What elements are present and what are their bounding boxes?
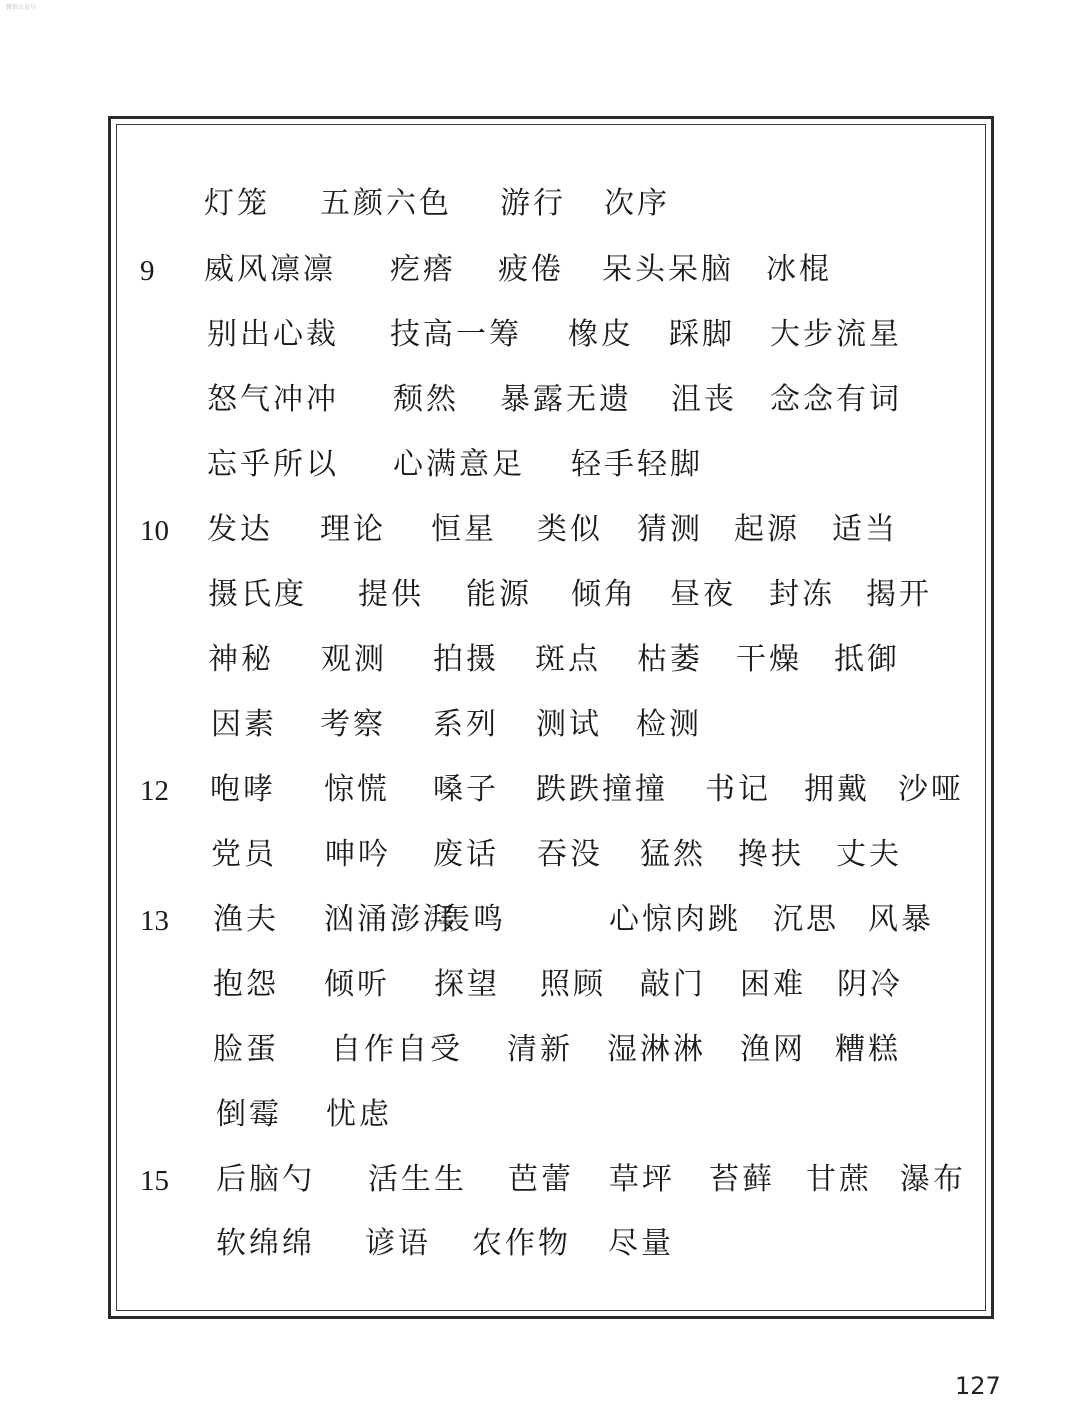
vocabulary-word: 发达 [207,512,273,547]
vocabulary-word: 疙瘩 [390,252,456,287]
vocabulary-word: 瀑布 [900,1162,966,1197]
vocabulary-word: 渔夫 [213,902,279,937]
vocabulary-word: 揭开 [866,577,932,612]
vocabulary-word: 摄氏度 [208,577,307,612]
vocabulary-word: 芭蕾 [508,1162,574,1197]
vocabulary-word: 系列 [433,707,499,742]
vocabulary-word: 怒气冲冲 [207,382,339,417]
vocabulary-word: 踩脚 [669,317,735,352]
vocabulary-word: 念念有词 [770,382,902,417]
vocabulary-word: 糟糕 [835,1032,901,1067]
vocabulary-word: 废话 [433,837,499,872]
vocabulary-word: 清新 [507,1032,573,1067]
vocabulary-word: 倾角 [571,577,637,612]
vocabulary-word: 五颜六色 [320,186,452,221]
vocabulary-word: 苔藓 [709,1162,775,1197]
vocabulary-word: 猜测 [637,512,703,547]
vocabulary-word: 暴露无遗 [500,382,632,417]
vocabulary-word: 搀扶 [738,837,804,872]
vocabulary-word: 心满意足 [393,447,525,482]
vocabulary-word: 颓然 [393,382,459,417]
vocabulary-word: 汹涌澎湃 [324,902,456,937]
lesson-number: 10 [140,515,169,547]
vocabulary-word: 忧虑 [326,1097,392,1132]
vocabulary-word: 活生生 [368,1162,467,1197]
vocabulary-word: 党员 [211,837,277,872]
vocabulary-word: 昼夜 [670,577,736,612]
lesson-number: 9 [140,255,155,287]
vocabulary-word: 倒霉 [216,1097,282,1132]
vocabulary-word: 风暴 [868,902,934,937]
word-row [211,703,960,747]
vocabulary-word: 干燥 [736,642,802,677]
vocabulary-word: 抱怨 [213,967,279,1002]
word-row [208,573,960,617]
vocabulary-word: 检测 [636,707,702,742]
vocabulary-word: 草坪 [609,1162,675,1197]
vocabulary-word: 敲门 [640,967,706,1002]
vocabulary-word: 斑点 [535,642,601,677]
word-row [213,963,960,1007]
vocabulary-word: 能源 [466,577,532,612]
vocabulary-word: 大步流星 [770,317,902,352]
lesson-number: 13 [140,905,169,937]
vocabulary-word: 脸蛋 [213,1032,279,1067]
vocabulary-word: 起源 [734,512,800,547]
vocabulary-word: 嗓子 [433,772,499,807]
vocabulary-word: 技高一筹 [390,317,522,352]
vocabulary-word: 软绵绵 [216,1226,315,1261]
vocabulary-word: 冰棍 [766,252,832,287]
vocabulary-word: 沉思 [773,902,839,937]
vocabulary-word: 心惊肉跳 [609,902,741,937]
vocabulary-word: 理论 [320,512,386,547]
vocabulary-word: 尽量 [608,1226,674,1261]
vocabulary-word: 抵御 [834,642,900,677]
word-row [216,1158,966,1202]
vocabulary-word: 橡皮 [568,317,634,352]
vocabulary-word: 考察 [320,707,386,742]
word-row [216,1093,960,1137]
vocabulary-word: 灯笼 [204,186,270,221]
vocabulary-word: 倾听 [324,967,390,1002]
vocabulary-word: 自作自受 [331,1032,463,1067]
word-row [213,1028,960,1072]
word-row [207,313,960,357]
vocabulary-word: 湿淋淋 [607,1032,706,1067]
vocabulary-word: 拥戴 [804,772,870,807]
vocabulary-word: 观测 [321,642,387,677]
vocabulary-word: 咆哮 [210,772,276,807]
lesson-number: 15 [140,1165,169,1197]
vocabulary-word: 猛然 [640,837,706,872]
vocabulary-word: 威风凛凛 [204,252,336,287]
word-row [213,898,960,942]
vocabulary-word: 疲倦 [498,252,564,287]
vocabulary-word: 照顾 [540,967,606,1002]
vocabulary-word: 恒星 [431,512,497,547]
vocabulary-word: 探望 [434,967,500,1002]
vocabulary-word: 类似 [537,512,603,547]
lesson-number: 12 [140,775,169,807]
vocabulary-word: 吞没 [537,837,603,872]
vocabulary-word: 因素 [211,707,277,742]
vocabulary-word: 阴冷 [837,967,903,1002]
word-row [207,443,960,487]
vocabulary-word: 神秘 [208,642,274,677]
word-row [216,1222,960,1266]
word-row [204,182,960,226]
vocabulary-word: 谚语 [365,1226,431,1261]
vocabulary-word: 甘蔗 [806,1162,872,1197]
vocabulary-word: 书记 [705,772,771,807]
word-row [208,638,960,682]
vocabulary-word: 跌跌撞撞 [536,772,668,807]
vocabulary-word: 困难 [740,967,806,1002]
vocabulary-word: 轰鸣 [440,902,506,937]
vocabulary-word: 别出心裁 [207,317,339,352]
vocabulary-word: 枯萎 [637,642,703,677]
vocabulary-word: 渔网 [740,1032,806,1067]
vocabulary-word: 次序 [604,186,670,221]
watermark-text: 微信公众号 [6,4,37,11]
vocabulary-word: 封冻 [769,577,835,612]
vocabulary-word: 忘乎所以 [207,447,339,482]
vocabulary-word: 游行 [500,186,566,221]
vocabulary-word: 测试 [536,707,602,742]
vocabulary-word: 丈夫 [836,837,902,872]
vocabulary-word: 惊慌 [324,772,390,807]
vocabulary-word: 轻手轻脚 [571,447,703,482]
vocabulary-word: 沙哑 [898,772,964,807]
word-row [207,378,960,422]
vocabulary-word: 适当 [832,512,898,547]
word-row [207,508,960,552]
word-row [211,833,960,877]
vocabulary-word: 呻吟 [325,837,391,872]
page-number: 127 [955,1372,1001,1400]
vocabulary-word: 提供 [358,577,424,612]
vocabulary-word: 呆头呆脑 [602,252,734,287]
vocabulary-word: 拍摄 [433,642,499,677]
vocabulary-word: 后脑勺 [216,1162,315,1197]
vocabulary-word: 沮丧 [671,382,737,417]
word-row [210,768,964,812]
vocabulary-word: 农作物 [472,1226,571,1261]
word-row [204,248,960,292]
